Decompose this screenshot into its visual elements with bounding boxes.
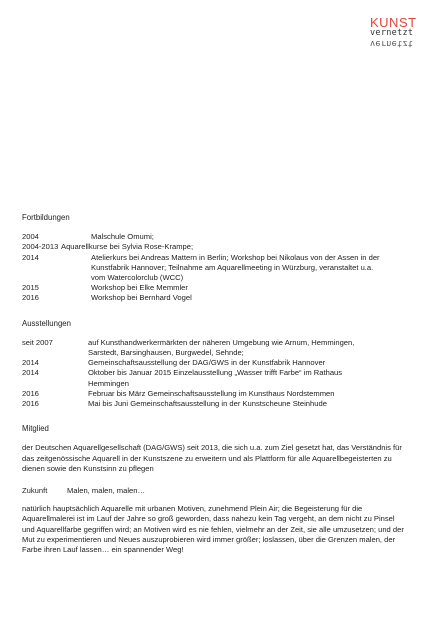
item-text: Februar bis März Gemeinschaftsausstellung im Kunsthaus Nordstemmen: [88, 388, 335, 398]
item-text: Workshop bei Elke Memmler: [91, 283, 188, 293]
item-year: 2016: [22, 388, 39, 398]
list-item: [22, 242, 412, 252]
mitglied-paragraph: der Deutschen Aquarellgesellschaft (DAG/GWS) seit 2013, die sich u.a. zum Ziel gesetzt hat, das Verständnis für das zeitgenössische Aquarell in der Kunstszene zu erweitern und als Plattform für alle Aquarellbegeisterten zu dienen sowie den Kunstsinn zu pflegen: [22, 443, 402, 473]
kunst-vernetzt-logo: [370, 16, 418, 50]
item-text: Atelierkurs bei Andreas Mattern in Berlin; Workshop bei Nikolaus von der Assen in der Kunstfabrik Hannover; Teilnahme am Aquarellmeeting in Würzburg, veranstaltet u.a. vom Watercolorclub (WCC): [91, 252, 380, 283]
item-text: Gemeinschaftsausstellung der DAG/GWS in der Kunstfabrik Hannover: [88, 358, 326, 368]
item-year: 2014: [22, 368, 39, 378]
item-text: Mai bis Juni Gemeinschaftsausstellung in der Kunstscheune Steinhude: [88, 399, 327, 409]
item-text: Aquarellkurse bei Sylvia Rose-Krampe;: [61, 242, 194, 252]
logo-vernetzt-mirrored-text: vernetzt: [370, 38, 414, 48]
list-item: [22, 399, 412, 409]
item-text: auf Kunsthandwerkermärkten der näheren Umgebung wie Arnum, Hemmingen, Sarstedt, Barsinghausen, Burgwedel, Sehnde;: [88, 337, 355, 358]
item-year: 2015: [22, 283, 39, 293]
logo-vernetzt-text: vernetzt: [370, 28, 414, 38]
list-item: [22, 338, 412, 358]
item-year: 2016: [22, 293, 39, 303]
fortbildungen-heading: Fortbildungen: [22, 213, 70, 222]
list-item: [22, 389, 412, 399]
zukunft-heading: Zukunft: [22, 486, 48, 496]
list-item: [22, 293, 412, 303]
item-year: 2016: [22, 399, 39, 409]
item-text: Workshop bei Bernhard Vogel: [91, 293, 192, 303]
ausstellungen-list: [22, 338, 412, 409]
ausstellungen-heading: Ausstellungen: [22, 318, 71, 328]
zukunft-headline: Malen, malen, malen…: [67, 486, 146, 496]
mitglied-heading: Mitglied: [22, 424, 49, 434]
item-year: 2014: [22, 358, 39, 368]
item-text: Oktober bis Januar 2015 Einzelausstellung „Wasser trifft Farbe“ im Rathaus Hemmingen: [88, 368, 343, 388]
list-item: [22, 232, 412, 242]
logo-kunst-text: KUNST: [370, 15, 417, 30]
cv-content: [22, 213, 412, 555]
list-item: [22, 368, 412, 388]
zukunft-heading-row: [22, 486, 412, 496]
list-item: [22, 283, 412, 293]
item-year: 2004-2013: [22, 242, 59, 252]
item-text: Malschule Omumi;: [91, 232, 154, 242]
list-item: [22, 253, 412, 284]
zukunft-paragraph: natürlich hauptsächlich Aquarelle mit urbanen Motiven, zunehmend Plein Air; die Begeisterung für die Aquarellmalerei ist im Lauf der Jahre so groß geworden, dass nahezu kein Tag vergeht, an dem nicht zu Pinsel und Aquarellfarbe gegriffen wird; an Motiven wird es nie fehlen, vielmehr an der Zeit, sie alle umzusetzen; und der Mut zu experimentieren und Neues auszuprobieren wird immer größer; loslassen, über die Grenzen malen, der Farbe ihren Lauf lassen… ein spannender Weg!: [22, 504, 404, 555]
item-year: 2004: [22, 232, 39, 242]
fortbildungen-list: [22, 232, 412, 303]
item-year: seit 2007: [22, 337, 53, 347]
item-year: 2014: [22, 252, 39, 262]
list-item: [22, 358, 412, 368]
